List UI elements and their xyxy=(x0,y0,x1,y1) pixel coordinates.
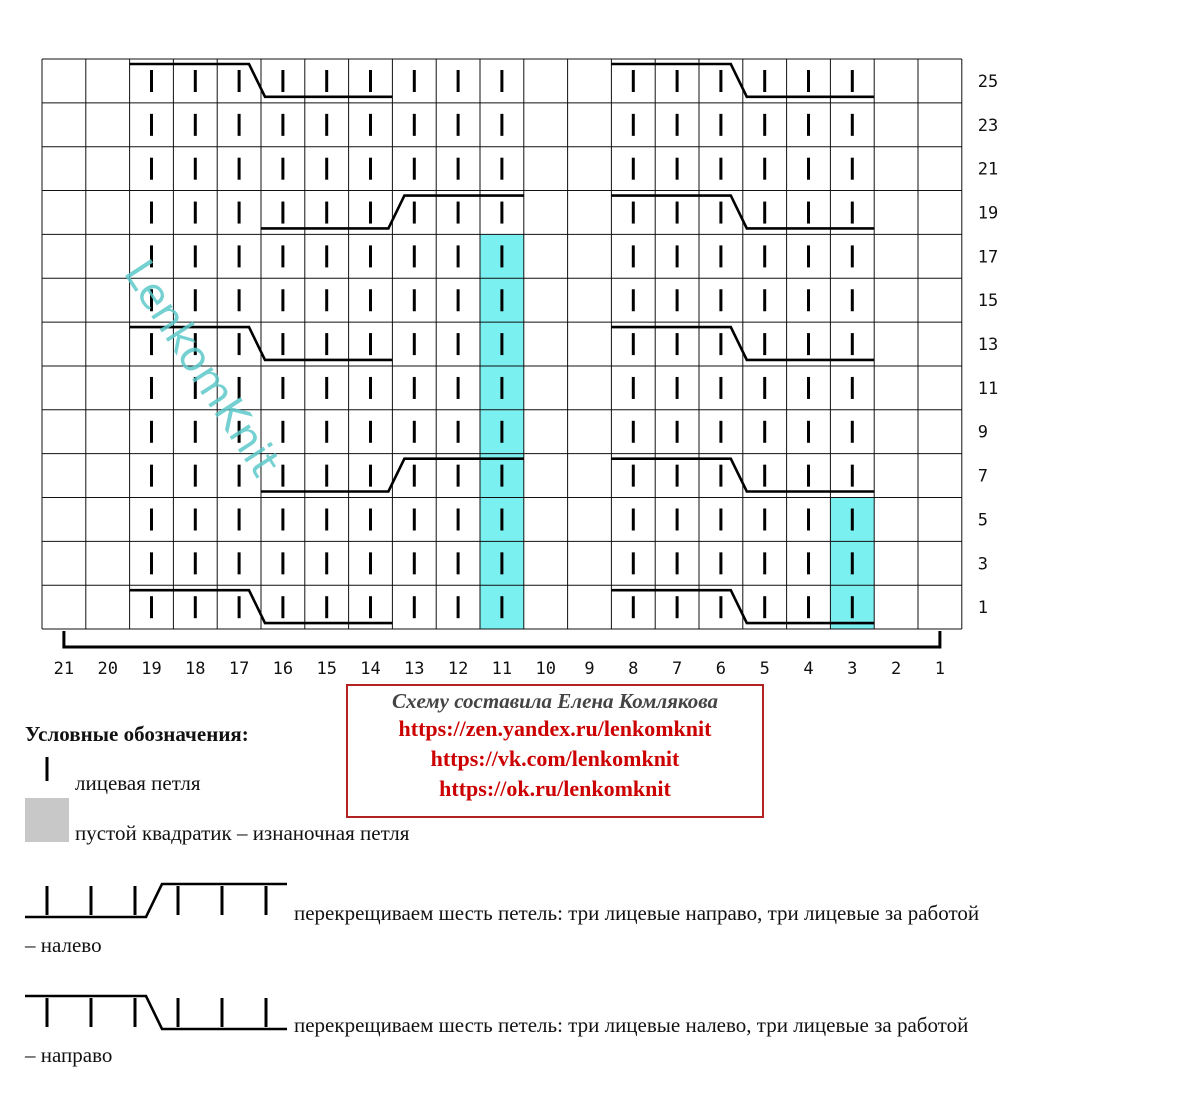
cable-left-symbol xyxy=(25,996,287,1029)
legend-cable-right-label-line2: – налево xyxy=(25,933,102,957)
row-number: 13 xyxy=(977,335,999,356)
credit-link-vk[interactable]: https://vk.com/lenkomknit xyxy=(430,746,680,771)
row-number: 21 xyxy=(977,159,999,180)
row-numbers xyxy=(978,72,998,618)
legend-title: Условные обозначения: xyxy=(25,722,249,746)
row-number: 5 xyxy=(977,510,989,531)
row-number: 17 xyxy=(977,247,999,268)
legend-cable-right-label-line1: перекрещиваем шесть петель: три лицевые направо, три лицевые за работой xyxy=(294,901,980,925)
cable-line xyxy=(25,996,287,1029)
row-number: 23 xyxy=(977,115,999,136)
column-number: 14 xyxy=(360,659,381,679)
row-number: 19 xyxy=(977,203,999,224)
column-number: 18 xyxy=(185,659,206,679)
column-number: 2 xyxy=(890,659,902,679)
column-number: 19 xyxy=(141,659,162,679)
credit-link-ok[interactable]: https://ok.ru/lenkomknit xyxy=(439,776,671,801)
cable-line xyxy=(25,884,287,917)
repeat-bracket xyxy=(64,631,940,647)
column-number: 12 xyxy=(447,659,469,679)
column-number: 17 xyxy=(228,659,250,679)
row-number: 11 xyxy=(977,378,999,399)
column-number: 20 xyxy=(97,659,118,679)
column-number: 9 xyxy=(584,659,595,679)
column-number: 21 xyxy=(53,659,75,679)
column-number: 13 xyxy=(404,659,425,679)
column-number: 8 xyxy=(628,659,639,679)
column-number: 7 xyxy=(671,659,683,679)
column-number: 3 xyxy=(847,659,858,679)
column-number: 10 xyxy=(535,659,556,679)
row-number: 9 xyxy=(977,422,989,443)
watermark-text: LenkomKnit xyxy=(114,251,290,485)
credit-box xyxy=(346,684,764,818)
row-number: 3 xyxy=(977,554,989,575)
legend-cable-left-label-line2: – направо xyxy=(25,1043,113,1067)
legend-knit-label: лицевая петля xyxy=(75,771,201,795)
column-number: 11 xyxy=(491,659,513,679)
legend-cable-left-label-line1: перекрещиваем шесть петель: три лицевые налево, три лицевые за работой xyxy=(294,1013,969,1037)
row-number: 15 xyxy=(977,291,999,312)
row-number: 25 xyxy=(977,71,999,92)
legend-purl-swatch xyxy=(25,798,69,842)
column-number: 4 xyxy=(803,659,814,679)
column-number: 16 xyxy=(272,659,294,679)
repeat-bracket-line xyxy=(64,631,940,647)
column-number: 6 xyxy=(715,659,727,679)
cable-right-symbol xyxy=(25,884,287,917)
column-number: 1 xyxy=(934,659,946,679)
column-numbers xyxy=(54,659,945,679)
row-number: 7 xyxy=(977,466,989,487)
legend-purl-label: пустой квадратик – изнаночная петля xyxy=(75,821,410,845)
column-number: 5 xyxy=(759,659,770,679)
row-number: 1 xyxy=(977,598,989,619)
credit-author: Схему составила Елена Комлякова xyxy=(391,689,719,713)
credit-link-zen[interactable]: https://zen.yandex.ru/lenkomknit xyxy=(398,716,712,741)
column-number: 15 xyxy=(316,659,337,679)
